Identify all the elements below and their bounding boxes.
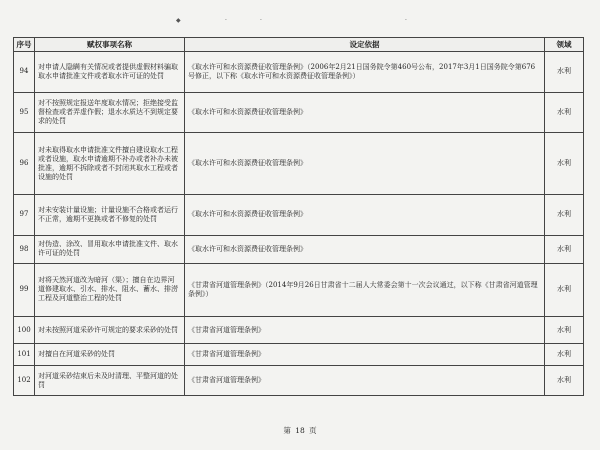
- page-number: 18: [295, 426, 305, 435]
- row-num: 101: [14, 344, 35, 366]
- table-row: [14, 366, 584, 396]
- scan-mark: ◆: [176, 17, 181, 24]
- row-item-name: 对将天然河道改为暗河（渠）；擅自在边界河道修建取水、引水、排水、阻水、蓄水、排涝工程及河道整治工程的处罚: [35, 264, 185, 317]
- table-row: [14, 194, 584, 235]
- row-num: 100: [14, 316, 35, 343]
- authority-table: [13, 37, 584, 396]
- row-basis: 《取水许可和水资源费征收管理条例》: [185, 92, 545, 133]
- row-domain: 水利: [545, 316, 584, 343]
- row-basis: 《取水许可和水资源费征收管理条例》: [185, 194, 545, 235]
- row-domain: 水利: [545, 344, 584, 366]
- scan-mark: ·: [225, 17, 227, 24]
- table-row: [14, 264, 584, 317]
- row-item-name: 对伪造、涂改、冒用取水申请批准文件、取水许可证的处罚: [35, 235, 185, 264]
- page-prefix: 第: [283, 426, 291, 435]
- row-num: 98: [14, 235, 35, 264]
- row-domain: 水利: [545, 92, 584, 133]
- row-item-name: 对擅自在河道采砂的处罚: [35, 344, 185, 366]
- row-basis: 《甘肃省河道管理条例》: [185, 316, 545, 343]
- row-domain: 水利: [545, 52, 584, 93]
- row-basis: 《甘肃省河道管理条例》: [185, 344, 545, 366]
- row-num: 97: [14, 194, 35, 235]
- page-footer: [0, 425, 600, 436]
- scan-mark: ·: [405, 17, 407, 24]
- row-num: 95: [14, 92, 35, 133]
- scan-marks: [0, 18, 600, 24]
- row-item-name: 对未取得取水申请批准文件擅自建设取水工程或者设施，取水申请逾期不补办或者补办未被批准，逾期不拆除或者不封闭其取水工程或者设施的处罚: [35, 133, 185, 195]
- row-item-name: 对河道采砂结束后未及时清理、平整河道的处罚: [35, 366, 185, 396]
- header-name: 赋权事项名称: [35, 38, 185, 52]
- table-row: [14, 316, 584, 343]
- row-item-name: 对未安装计量设施；计量设施不合格或者运行不正常，逾期不更换或者不修复的处罚: [35, 194, 185, 235]
- row-domain: 水利: [545, 194, 584, 235]
- table-row: [14, 52, 584, 93]
- row-basis: 《取水许可和水资源费征收管理条例》: [185, 133, 545, 195]
- row-basis: 《甘肃省河道管理条例》（2014年9月26日甘肃省十二届人大常委会第十一次会议通过，以下称《甘肃省河道管理条例》）: [185, 264, 545, 317]
- row-domain: 水利: [545, 133, 584, 195]
- table-row: [14, 133, 584, 195]
- table-header-row: [14, 38, 584, 52]
- row-num: 99: [14, 264, 35, 317]
- row-domain: 水利: [545, 366, 584, 396]
- row-item-name: 对申请人隐瞒有关情况或者提供虚假材料骗取取水申请批准文件或者取水许可证的处罚: [35, 52, 185, 93]
- page-suffix: 页: [309, 426, 317, 435]
- row-domain: 水利: [545, 264, 584, 317]
- header-basis: 设定依据: [185, 38, 545, 52]
- table-row: [14, 235, 584, 264]
- header-num: 序号: [14, 38, 35, 52]
- header-domain: 领域: [545, 38, 584, 52]
- row-num: 94: [14, 52, 35, 93]
- table-row: [14, 344, 584, 366]
- row-basis: 《取水许可和水资源费征收管理条例》: [185, 235, 545, 264]
- table-row: [14, 92, 584, 133]
- row-num: 96: [14, 133, 35, 195]
- row-item-name: 对不按照规定报送年度取水情况；拒绝接受监督检查或者弄虚作假；退水水质达不到规定要求的处罚: [35, 92, 185, 133]
- row-basis: 《取水许可和水资源费征收管理条例》（2006年2月21日国务院令第460号公布，2017年3月1日国务院令第676号修正，以下称《取水许可和水资源费征收管理条例》）: [185, 52, 545, 93]
- row-num: 102: [14, 366, 35, 396]
- row-item-name: 对未按照河道采砂许可规定的要求采砂的处罚: [35, 316, 185, 343]
- row-domain: 水利: [545, 235, 584, 264]
- scan-mark: ·: [260, 17, 262, 24]
- row-basis: 《甘肃省河道管理条例》: [185, 366, 545, 396]
